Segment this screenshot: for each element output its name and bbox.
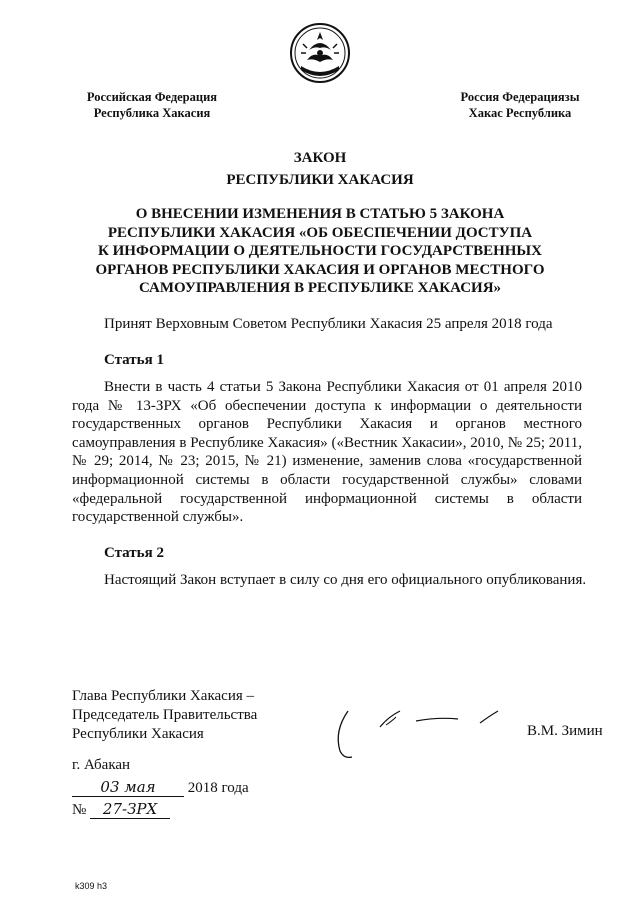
article1-text: Внести в часть 4 статьи 5 Закона Республики Хакасия от 01 апреля 2010 года № 13-ЗРХ «Об обеспечении доступа к информации о деятельности государственных органов Республики Хакасия и органов местного самоуправления в Республике Хакасия» («Вестник Хакасии», 2010, № 25; 2011, № 29; 2014, № 23; 2015, № 21) изменение, заменив слова «государственной информационной системы в области государственной службы» словами «федеральной государственной информационной системы в области государственной службы». <box>72 379 582 526</box>
header-right-line2: Хакас Республика <box>468 106 572 120</box>
header-left-line1: Российская Федерация <box>86 90 218 104</box>
signatory-line2: Председатель Правительства <box>72 707 258 723</box>
place: г. Абакан <box>72 757 131 773</box>
subtitle-line5: САМОУПРАВЛЕНИЯ В РЕСПУБЛИКЕ ХАКАСИЯ» <box>138 280 502 296</box>
header-right <box>440 89 600 121</box>
subtitle <box>90 205 550 298</box>
signatory-name: В.М. Зимин <box>527 723 603 739</box>
number-sign: № <box>72 802 87 818</box>
signatory-line3: Республики Хакасия <box>72 726 204 742</box>
subtitle-line4: ОРГАНОВ РЕСПУБЛИКИ ХАКАСИЯ И ОРГАНОВ МЕСТНОГО <box>95 261 545 278</box>
article1-heading: Статья 1 <box>104 352 164 368</box>
subtitle-line2: РЕСПУБЛИКИ ХАКАСИЯ «ОБ ОБЕСПЕЧЕНИИ ДОСТУПА <box>107 224 533 241</box>
header-right-line1: Россия Федерациязы <box>460 90 580 104</box>
footer-code: k309 h3 <box>75 881 108 891</box>
adopted-statement: Принят Верховным Советом Республики Хакасия 25 апреля 2018 года <box>104 316 553 332</box>
handwritten-date: 03 мая <box>72 778 184 797</box>
subtitle-line1: О ВНЕСЕНИИ ИЗМЕНЕНИЯ В СТАТЬЮ 5 ЗАКОНА <box>135 206 505 222</box>
handwritten-signature <box>328 703 508 768</box>
subtitle-line3: К ИНФОРМАЦИИ О ДЕЯТЕЛЬНОСТИ ГОСУДАРСТВЕННЫХ <box>98 243 542 259</box>
coat-of-arms-icon <box>289 22 351 84</box>
header-left-line2: Республика Хакасия <box>93 106 211 120</box>
handwritten-law-number: 27-ЗРХ <box>90 800 170 819</box>
date-line <box>72 778 249 797</box>
law-number-line <box>72 800 170 819</box>
date-year: 2018 года <box>187 780 249 796</box>
signatory-title <box>72 687 257 744</box>
article2-heading: Статья 2 <box>104 545 164 561</box>
title-line2: РЕСПУБЛИКИ ХАКАСИЯ <box>226 172 414 188</box>
title-line1: ЗАКОН <box>293 150 347 166</box>
signatory-line1: Глава Республики Хакасия – <box>72 688 255 704</box>
article2-text: Настоящий Закон вступает в силу со дня его официального опубликования. <box>104 572 587 588</box>
header-left <box>72 89 232 121</box>
